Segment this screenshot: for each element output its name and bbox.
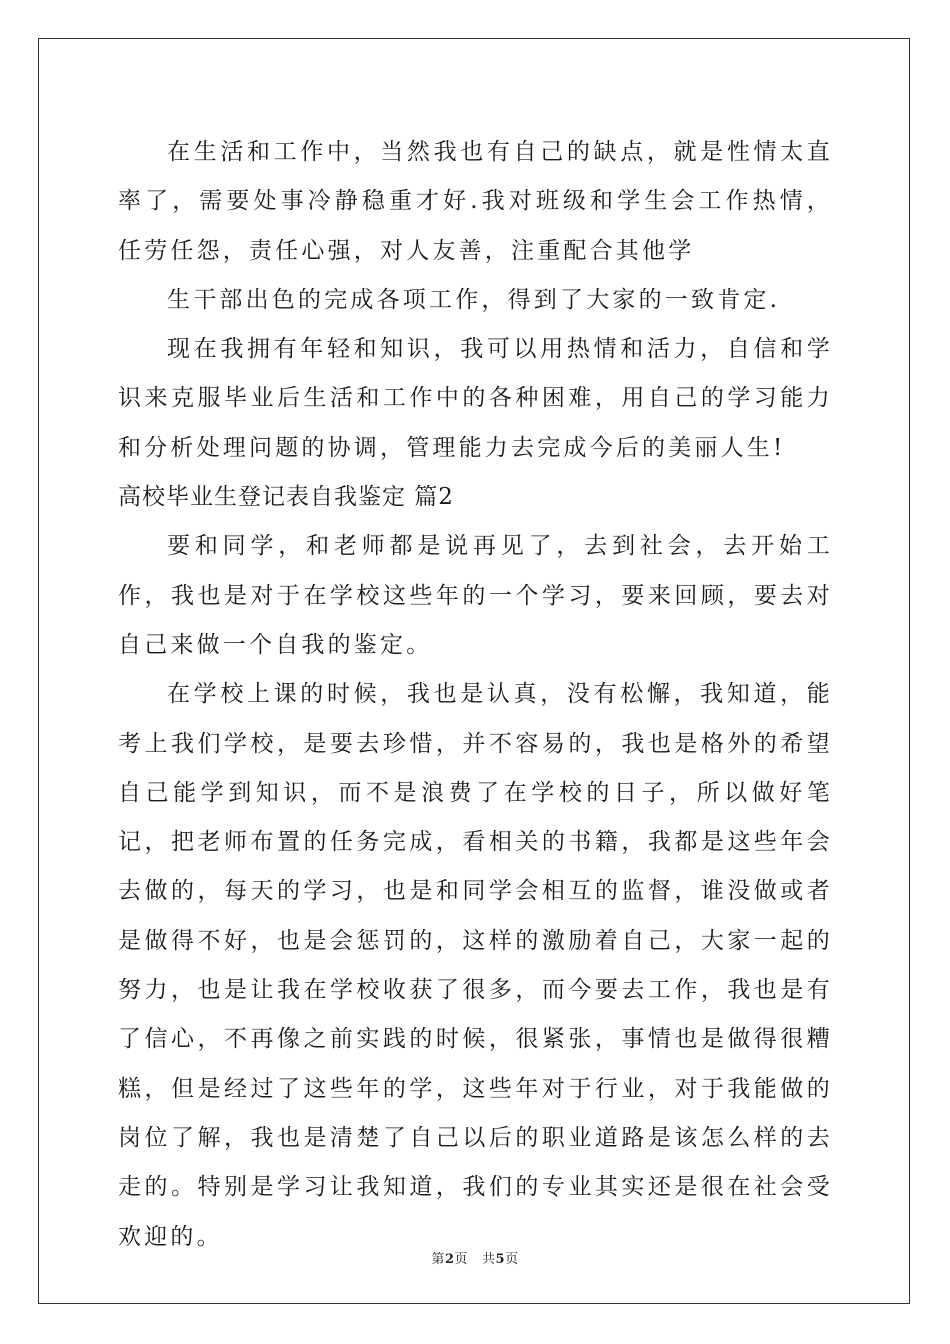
paragraph-2: 生干部出色的完成各项工作，得到了大家的一致肯定. xyxy=(167,286,781,313)
total-prefix: 共 xyxy=(482,1252,496,1267)
section-paragraph-2: 在学校上课的时候，我也是认真，没有松懈，我知道，能考上我们学校，是要去珍惜，并不容易的，我也是格外的希望自己能学到知识，而不是浪费了在学校的日子，所以做好笔记，把老师布置的任务完成，看相关的书籍，我都是这些年会去做的，每天的学习，也是和同学会相互的监督，谁没做或者是做得不好，也是会惩罚的，这样的激励着自己，大家一起的努力，也是让我在学校收获了很多，而今要去工作，我也是有了信心，不再像之前实践的时候，很紧张，事情也是做得很糟糕，但是经过了这些年的学，这些年对于行业，对于我能做的岗位了解，我也是清楚了自己以后的职业道路是该怎么样的去走的。特别是学习让我知道，我们的专业其实还是很在社会受欢迎的。 xyxy=(118,681,833,1250)
section-paragraph-1: 要和同学，和老师都是说再见了，去到社会，去开始工作，我也是对于在学校这些年的一个学习，要来回顾，要去对自己来做一个自我的鉴定。 xyxy=(118,533,833,658)
page-prefix: 第 xyxy=(431,1252,445,1267)
total-suffix: 页 xyxy=(505,1252,519,1267)
paragraph-3: 现在我拥有年轻和知识，我可以用热情和活力，自信和学识来克服毕业后生活和工作中的各种困难，用自己的学习能力和分析处理问题的协调，管理能力去完成今后的美丽人生! xyxy=(118,336,833,461)
page-suffix: 页 xyxy=(454,1252,468,1267)
page-total: 5 xyxy=(495,1252,506,1267)
page-footer xyxy=(0,1248,950,1267)
page-current: 2 xyxy=(444,1252,455,1267)
section-heading: 高校毕业生登记表自我鉴定 篇2 xyxy=(118,484,454,511)
paragraph-1: 在生活和工作中，当然我也有自己的缺点，就是性情太直率了，需要处事冷静稳重才好.我对班级和学生会工作热情，任劳任怨，责任心强，对人友善，注重配合其他学 xyxy=(118,139,833,264)
document-body xyxy=(118,128,833,1262)
